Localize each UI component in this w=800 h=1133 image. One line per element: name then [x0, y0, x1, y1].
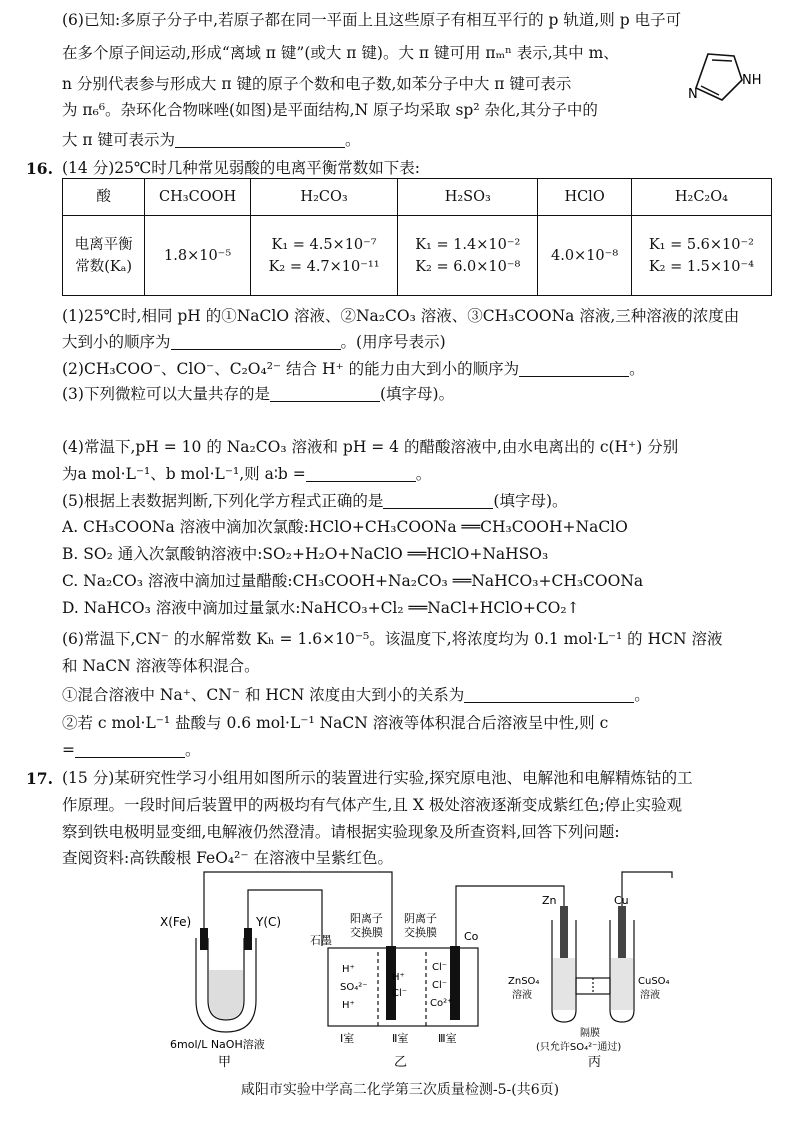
- q15-line-3: n 分别代表参与形成大 π 键的原子个数和电子数,如苯分子中大 π 键可表示: [62, 75, 572, 93]
- wire-cu: [622, 872, 672, 908]
- q16-p6-sub2-eq: =: [62, 741, 75, 759]
- room3-ion-1: Cl⁻: [432, 962, 448, 973]
- room1-ion-2: SO₄²⁻: [340, 982, 368, 993]
- q16-p6-sub1-prompt: ①混合溶液中 Na⁺、CN⁻ 和 HCN 浓度由大到小的关系为: [62, 686, 465, 704]
- ka-table-header-row: [63, 179, 772, 216]
- q15-end: 。: [345, 131, 361, 149]
- q15-answer-blank[interactable]: [175, 129, 345, 148]
- q16-p3-note: (填字母)。: [379, 385, 455, 403]
- label-yi: 乙: [394, 1055, 408, 1070]
- ka-value-ch3cooh: 1.8×10⁻⁵: [145, 216, 251, 296]
- q16-p1-prompt: 大到小的顺序为: [62, 333, 171, 351]
- q15-answer-prompt: 大 π 键可表示为: [62, 131, 176, 149]
- q16-p1-note: 。(用序号表示): [340, 333, 446, 351]
- imidazole-double-bond-1: [712, 60, 732, 61]
- q16-p1-line-2: [62, 330, 777, 355]
- label-cation-membrane-2: 交换膜: [350, 926, 383, 939]
- label-co: Co: [464, 930, 479, 943]
- electrode-y-c: [244, 928, 252, 950]
- ka-value-h2co3: [250, 216, 397, 296]
- q16-p6-line-1: (6)常温下,CN⁻ 的水解常数 Kₕ = 1.6×10⁻⁵。该温度下,将浓度均为 0.1 mol·L⁻¹ 的 HCN 溶液: [62, 630, 723, 648]
- ka-h2so3-k2: K₂ = 6.0×10⁻⁸: [415, 258, 521, 275]
- q15-line-4: 为 π₆⁶。杂环化合物咪唑(如图)是平面结构,N 原子均采取 sp² 杂化,其分子中的: [62, 101, 598, 119]
- room2-ion-2: Cl⁻: [392, 988, 408, 999]
- q16-p3-prompt: (3)下列微粒可以大量共存的是: [62, 385, 270, 403]
- q16-p4-end: 。: [415, 465, 432, 483]
- electrode-x-fe: [200, 928, 208, 950]
- ka-value-h2c2o4: [631, 216, 771, 296]
- ka-h2c2o4-k2: K₂ = 1.5×10⁻⁴: [648, 258, 754, 275]
- label-cuso4: CuSO₄: [638, 976, 670, 987]
- imidazole-nh-label: NH: [742, 73, 762, 88]
- q16-p5-note: (填字母)。: [493, 492, 568, 510]
- q16-p6-sub2-line-2: [62, 738, 777, 763]
- label-zn: Zn: [542, 894, 557, 907]
- q17-line-3: 察到铁电极明显变细,电解液仍然澄清。请根据实验现象及所查资料,回答下列问题:: [62, 823, 620, 841]
- electrode-zn: [560, 906, 568, 966]
- q16-p4-blank[interactable]: [306, 463, 416, 482]
- q15-line-5: [62, 128, 777, 153]
- room1-ion-1: H⁺: [342, 964, 355, 975]
- ka-table: [62, 178, 772, 296]
- q16-p6-sub2-end: 。: [185, 741, 201, 759]
- q16-p5-prompt: (5)根据上表数据判断,下列化学方程式正确的是: [62, 492, 384, 510]
- q16-p6-sub1: [62, 683, 777, 708]
- label-room3: Ⅲ室: [438, 1032, 457, 1045]
- q16-p3-blank[interactable]: [270, 383, 380, 402]
- naoh-solution: [209, 970, 243, 1019]
- page-footer: 咸阳市实验中学高二化学第三次质量检测-5-(共6页): [240, 1082, 560, 1098]
- ka-header-h2co3: H₂CO₃: [250, 179, 397, 216]
- ka-header-hclo: HClO: [538, 179, 631, 216]
- cuso4-solution: [611, 958, 633, 1010]
- ka-header-h2c2o4: H₂C₂O₄: [631, 179, 771, 216]
- label-znso4: ZnSO₄: [508, 976, 540, 987]
- q16-p5: [62, 489, 777, 514]
- label-cu: Cu: [614, 894, 629, 907]
- electrode-cu: [618, 906, 626, 966]
- ka-value-h2so3: [398, 216, 538, 296]
- q16-intro: (14 分)25℃时几种常见弱酸的电离平衡常数如下表:: [62, 159, 421, 177]
- label-membrane-note: (只允许SO₄²⁻通过): [536, 1042, 622, 1053]
- label-graphite: 石墨: [310, 934, 332, 947]
- q16-number: 16.: [26, 159, 53, 178]
- label-x-fe: X(Fe): [160, 915, 192, 929]
- label-anion-membrane-1: 阴离子: [404, 912, 437, 925]
- label-y-c: Y(C): [256, 915, 282, 929]
- q16-p5-option-c: C. Na₂CO₃ 溶液中滴加过量醋酸:CH₃COOH+Na₂CO₃ ══NaHCO₃+CH₃COONa: [62, 572, 644, 590]
- q16-p5-option-b: B. SO₂ 通入次氯酸钠溶液中:SO₂+H₂O+NaClO ══HClO+NaHSO₃: [62, 545, 549, 563]
- ka-row-label: [63, 216, 145, 296]
- ka-h2c2o4-k1: K₁ = 5.6×10⁻²: [648, 236, 754, 253]
- ka-header-ch3cooh: CH₃COOH: [145, 179, 251, 216]
- ka-row-label-line-2: 常数(Kₐ): [75, 258, 132, 275]
- imidazole-n-label: N: [688, 87, 698, 102]
- label-znso4-sub: 溶液: [512, 990, 532, 1001]
- q16-p5-blank[interactable]: [383, 490, 493, 509]
- ka-h2co3-k1: K₁ = 4.5×10⁻⁷: [271, 236, 377, 253]
- q15-line-2: 在多个原子间运动,形成“离域 π 键”(或大 π 键)。大 π 键可用 πₘⁿ 表示,其中 m、: [62, 44, 619, 62]
- ka-h2co3-k2: K₂ = 4.7×10⁻¹¹: [268, 258, 380, 275]
- q17-line-2: 作原理。一段时间后装置甲的两极均有气体产生,且 X 极处溶液逐渐变成紫红色;停止实验观: [62, 796, 683, 814]
- imidazole-structure: [688, 42, 778, 120]
- q16-p6-sub2-blank[interactable]: [75, 739, 185, 758]
- apparatus-diagram: [160, 860, 720, 1070]
- q16-p1-blank[interactable]: [171, 331, 341, 350]
- label-membrane: 隔膜: [580, 1028, 600, 1039]
- room2-ion-1: H⁺: [392, 972, 405, 983]
- room3-ion-3: Co²⁺: [430, 998, 453, 1009]
- q16-p4-line-2: [62, 462, 777, 487]
- label-bing: 丙: [588, 1055, 602, 1070]
- q16-p5-option-a: A. CH₃COONa 溶液中滴加次氯酸:HClO+CH₃COONa ══CH₃COOH+NaClO: [62, 518, 628, 536]
- label-cuso4-sub: 溶液: [640, 990, 660, 1001]
- ka-value-hclo: 4.0×10⁻⁸: [538, 216, 631, 296]
- room1-ion-3: H⁺: [342, 1000, 355, 1011]
- ka-row-label-line-1: 电离平衡: [74, 236, 133, 253]
- q16-p2-end: 。: [629, 360, 645, 378]
- q16-p6-sub2-line-1: ②若 c mol·L⁻¹ 盐酸与 0.6 mol·L⁻¹ NaCN 溶液等体积混合后溶液呈中性,则 c: [62, 714, 609, 732]
- q16-p6-sub1-blank[interactable]: [464, 684, 634, 703]
- label-room1: Ⅰ室: [340, 1032, 355, 1045]
- q16-p6-sub1-end: 。: [634, 686, 650, 704]
- q17-line-4: 查阅资料:高铁酸根 FeO₄²⁻ 在溶液中呈紫红色。: [62, 849, 393, 867]
- q16-p4-line-1: (4)常温下,pH = 10 的 Na₂CO₃ 溶液和 pH = 4 的醋酸溶液中,由水电离出的 c(H⁺) 分别: [62, 438, 679, 456]
- q16-p5-option-d: D. NaHCO₃ 溶液中滴加过量氯水:NaHCO₃+Cl₂ ══NaCl+HClO+CO₂↑: [62, 599, 580, 617]
- label-cation-membrane-1: 阳离子: [350, 912, 383, 925]
- ka-h2so3-k1: K₁ = 1.4×10⁻²: [415, 236, 521, 253]
- label-naoh: 6mol/L NaOH溶液: [170, 1038, 265, 1051]
- znso4-solution: [553, 958, 575, 1010]
- q17-number: 17.: [26, 769, 53, 788]
- label-anion-membrane-2: 交换膜: [404, 926, 437, 939]
- room3-ion-2: Cl⁻: [432, 980, 448, 991]
- label-jia: 甲: [218, 1055, 232, 1070]
- q16-p6-line-2: 和 NaCN 溶液等体积混合。: [62, 657, 260, 675]
- q16-p2: [62, 357, 777, 382]
- ka-header-h2so3: H₂SO₃: [398, 179, 538, 216]
- q16-p1-line-1: (1)25℃时,相同 pH 的①NaClO 溶液、②Na₂CO₃ 溶液、③CH₃COONa 溶液,三种溶液的浓度由: [62, 307, 740, 325]
- q16-p2-blank[interactable]: [519, 358, 629, 377]
- q16-p4-prompt: 为a mol·L⁻¹、b mol·L⁻¹,则 a∶b =: [62, 465, 306, 483]
- electrode-graphite: [386, 946, 396, 1020]
- label-room2: Ⅱ室: [392, 1032, 409, 1045]
- ka-header-acid: 酸: [63, 179, 145, 216]
- q15-line-1: (6)已知:多原子分子中,若原子都在同一平面上且这些原子有相互平行的 p 轨道,则 p 电子可: [62, 11, 682, 29]
- q17-line-1: (15 分)某研究性学习小组用如图所示的装置进行实验,探究原电池、电解池和电解精炼钴的工: [62, 769, 693, 787]
- ka-table-value-row: [63, 216, 772, 296]
- q16-p2-prompt: (2)CH₃COO⁻、ClO⁻、C₂O₄²⁻ 结合 H⁺ 的能力由大到小的顺序为: [62, 360, 520, 378]
- q16-p3: [62, 382, 777, 407]
